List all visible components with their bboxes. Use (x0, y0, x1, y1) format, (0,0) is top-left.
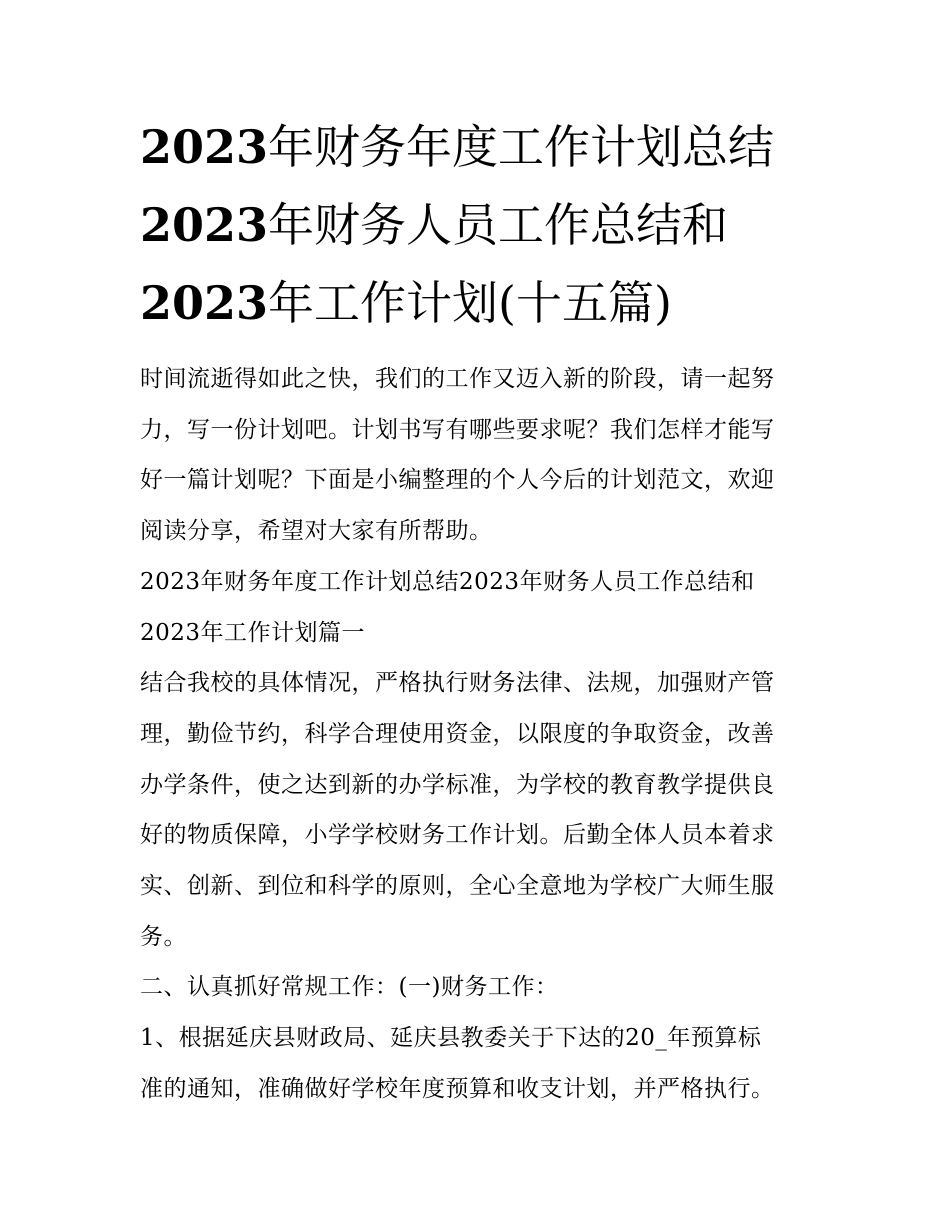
subheading-line: 二、认真抓好常规工作：(一)财务工作： (140, 974, 559, 1001)
body-line: 时间流逝得如此之快，我们的工作又迈入新的阶段，请一起努 (140, 366, 775, 392)
body-line: 办学条件，使之达到新的办学标准，为学校的教育教学提供良 (140, 771, 775, 798)
title-text-1: 年财务年度工作计划总结 (268, 120, 775, 174)
document-title (140, 108, 840, 342)
body-line: 阅读分享，希望对大家有所帮助。 (140, 518, 493, 545)
body-line: 好的物质保障，小学学校财务工作计划。后勤全体人员本着求 (140, 822, 775, 849)
body-line: 务。 (140, 923, 187, 950)
section-heading-line: 2023年工作计划篇一 (140, 619, 366, 646)
title-year-3: 2023 (140, 276, 269, 330)
section-heading-line: 2023年财务年度工作计划总结2023年财务人员工作总结和 (140, 568, 755, 595)
body-line: 理，勤俭节约，科学合理使用资金，以限度的争取资金，改善 (140, 720, 775, 747)
title-year-1: 2023 (140, 120, 269, 174)
title-line-3 (140, 264, 840, 342)
title-line-1 (140, 108, 840, 186)
list-item-line: 1、根据延庆县财政局、延庆县教委关于下达的20_年预算标 (140, 1025, 762, 1052)
title-line-2 (140, 186, 840, 264)
list-item-line: 准的通知，准确做好学校年度预算和收支计划，并严格执行。 (140, 1075, 775, 1102)
body-line: 结合我校的具体情况，严格执行财务法律、法规，加强财产管 (140, 670, 775, 697)
document-body (140, 354, 820, 1115)
body-line: 力，写一份计划吧。计划书写有哪些要求呢？我们怎样才能写 (140, 416, 775, 443)
title-text-3: 年工作计划(十五篇) (268, 276, 672, 330)
title-text-2: 年财务人员工作总结和 (268, 198, 729, 252)
body-line: 好一篇计划呢？下面是小编整理的个人今后的计划范文，欢迎 (140, 467, 775, 494)
body-line: 实、创新、到位和科学的原则，全心全意地为学校广大师生服 (140, 873, 775, 900)
title-year-2: 2023 (140, 198, 269, 252)
